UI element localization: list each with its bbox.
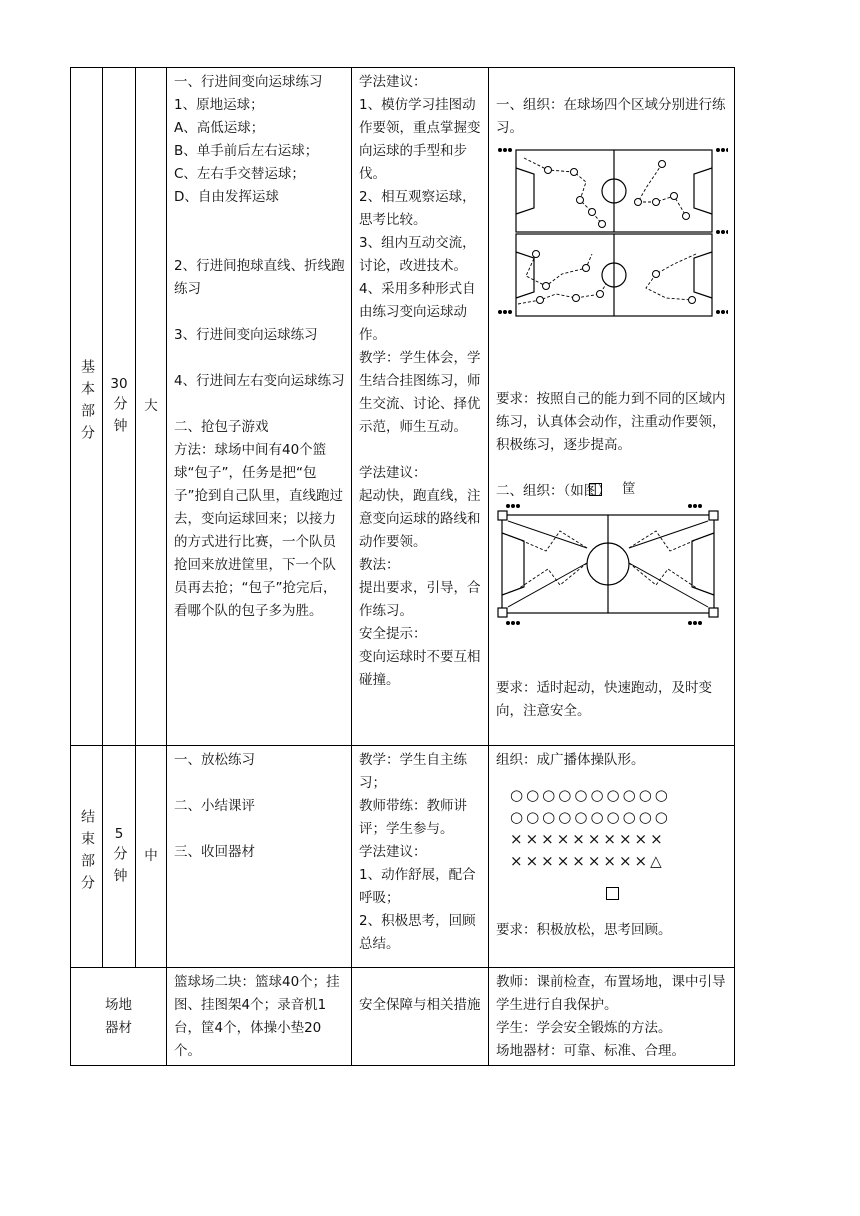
method-line: 安全提示： bbox=[359, 626, 427, 642]
method-line: 3、组内互动交流，讨论，改进技术。 bbox=[359, 235, 476, 274]
content-line: 三、收回器材 bbox=[174, 844, 255, 860]
content-line: 2、行进间抱球直线、折线跑练习 bbox=[174, 258, 345, 297]
content-line: 3、行进间变向运球练习 bbox=[174, 327, 318, 343]
organization-2: 二、组织：（如图） bbox=[496, 483, 611, 499]
method-line: 学法建议： bbox=[359, 74, 427, 90]
method-line: 1、动作舒展，配合呼吸； bbox=[359, 867, 476, 906]
content-line: C、左右手交替运球； bbox=[174, 166, 305, 182]
content-line bbox=[174, 393, 346, 416]
content-line bbox=[174, 301, 346, 324]
end-time-cell bbox=[103, 746, 136, 968]
content-line: 一、放松练习 bbox=[174, 752, 255, 768]
court-diagram-four-zones bbox=[496, 144, 728, 324]
content-line: A、高低运球； bbox=[174, 120, 265, 136]
note-line: 场地器材：可靠、标准、合理。 bbox=[496, 1043, 685, 1059]
end-section-row bbox=[71, 746, 735, 968]
content-line: D、自由发挥运球 bbox=[174, 189, 279, 205]
method-line: 学法建议： bbox=[359, 844, 427, 860]
basic-methods-cell bbox=[352, 68, 489, 746]
content-line: 4、行进间左右变向运球练习 bbox=[174, 373, 345, 389]
method-line: 变向运球时不要互相碰撞。 bbox=[359, 649, 481, 688]
basic-organization-cell bbox=[489, 68, 735, 746]
content-line: B、单手前后左右运球； bbox=[174, 143, 319, 159]
note-line: 学生：学会安全锻炼的方法。 bbox=[496, 1020, 672, 1036]
end-methods-cell bbox=[352, 746, 489, 968]
basket-label: 筐 bbox=[622, 481, 636, 497]
basket-icon bbox=[589, 483, 602, 496]
safety-label: 安全保障与相关措施 bbox=[359, 997, 481, 1013]
basic-content bbox=[167, 68, 351, 623]
time-number: 5 bbox=[114, 826, 124, 842]
section-label: 结束部分 bbox=[79, 808, 95, 897]
content-line: 方法：球场中间有40个篮球“包子”，任务是把“包子”抢到自己队里，直线跑过去，变向运球回来；以接力的方式进行比赛，一个队员抢回来放进筐里，下一个队员再去抢；“包子”抢完后，看哪个队的包子多为胜。 bbox=[174, 442, 343, 619]
method-line: 1、模仿学习挂图动作要领，重点掌握变向运球的手型和步伐。 bbox=[359, 97, 481, 182]
basic-intensity-cell bbox=[136, 68, 167, 746]
method-line: 2、积极思考，回顾总结。 bbox=[359, 913, 476, 952]
requirement-2: 要求：适时起动，快速跑动，及时变向，注意安全。 bbox=[496, 680, 712, 719]
end-organization-cell bbox=[489, 746, 735, 968]
end-section-label-cell bbox=[71, 746, 103, 968]
equipment-label: 场地 bbox=[105, 996, 132, 1013]
method-line: 2、相互观察运球，思考比较。 bbox=[359, 189, 476, 228]
equipment-content: 篮球场二块：篮球40个；挂图、挂图架4个；录音机1台，筐4个，体操小垫20个。 bbox=[174, 974, 340, 1059]
method-line: 教法： bbox=[359, 557, 400, 573]
formation-row: ○○○○○○○○○○ bbox=[510, 786, 671, 804]
formation-row: ×××××××××△ bbox=[510, 852, 665, 870]
end-methods bbox=[352, 746, 488, 956]
time-unit: 分钟 bbox=[111, 396, 128, 440]
method-line bbox=[359, 439, 483, 462]
method-line: 教学：学生自主练习； bbox=[359, 752, 467, 791]
requirement-1: 要求：按照自己的能力到不同的区域内练习，认真体会动作，注重动作要领，积极练习，逐步提高。 bbox=[496, 391, 726, 453]
intensity: 大 bbox=[144, 398, 158, 414]
basic-methods bbox=[352, 68, 488, 692]
content-line bbox=[174, 818, 346, 841]
content-line bbox=[174, 347, 346, 370]
time-unit: 分钟 bbox=[111, 846, 128, 890]
end-organization: 组织：成广播体操队形。 bbox=[496, 752, 645, 768]
formation-row: ○○○○○○○○○○ bbox=[510, 808, 671, 826]
method-line: 学法建议： bbox=[359, 465, 427, 481]
game-court-svg bbox=[490, 503, 726, 627]
content-line bbox=[174, 232, 346, 255]
end-intensity-cell bbox=[136, 746, 167, 968]
content-line bbox=[174, 772, 346, 795]
equipment-label-cell bbox=[71, 968, 167, 1066]
content-line bbox=[174, 209, 346, 232]
time-number: 30 bbox=[110, 376, 128, 392]
safety-notes bbox=[489, 968, 734, 1063]
note-line: 教师：课前检查，布置场地，课中引导学生进行自我保护。 bbox=[496, 974, 726, 1013]
method-line: 教学：学生体会，学生结合挂图练习，师生交流、讨论、择优示范，师生互动。 bbox=[359, 350, 481, 435]
content-line: 二、小结课评 bbox=[174, 798, 255, 814]
safety-cell bbox=[352, 968, 489, 1066]
section-label: 基本部分 bbox=[79, 358, 95, 447]
end-content-cell bbox=[167, 746, 352, 968]
basic-section-label-cell bbox=[71, 68, 103, 746]
equipment-row bbox=[71, 968, 735, 1066]
formation-row: ×××××××××× bbox=[510, 830, 666, 848]
method-line: 提出要求，引导，合作练习。 bbox=[359, 580, 481, 619]
organization-1: 一、组织：在球场四个区域分别进行练习。 bbox=[496, 97, 726, 136]
safety-notes-cell bbox=[489, 968, 735, 1066]
teacher-icon bbox=[606, 887, 619, 900]
equipment-content-cell bbox=[167, 968, 352, 1066]
content-line: 二、抢包子游戏 bbox=[174, 419, 269, 435]
method-line: 4、采用多种形式自由练习变向运球动作。 bbox=[359, 281, 476, 343]
basic-section-row bbox=[71, 68, 735, 746]
content-line: 1、原地运球； bbox=[174, 97, 264, 113]
lesson-plan-table bbox=[70, 67, 735, 1066]
method-line: 起动快，跑直线，注意变向运球的路线和动作要领。 bbox=[359, 488, 481, 550]
content-line: 一、行进间变向运球练习 bbox=[174, 74, 323, 90]
equipment-label: 器材 bbox=[105, 1019, 132, 1036]
end-content bbox=[167, 746, 351, 864]
method-line: 教师带练：教师讲评；学生参与。 bbox=[359, 798, 467, 837]
basic-content-cell bbox=[167, 68, 352, 746]
basic-time-cell bbox=[103, 68, 136, 746]
end-requirement: 要求：积极放松，思考回顾。 bbox=[496, 922, 672, 938]
intensity: 中 bbox=[144, 848, 158, 864]
